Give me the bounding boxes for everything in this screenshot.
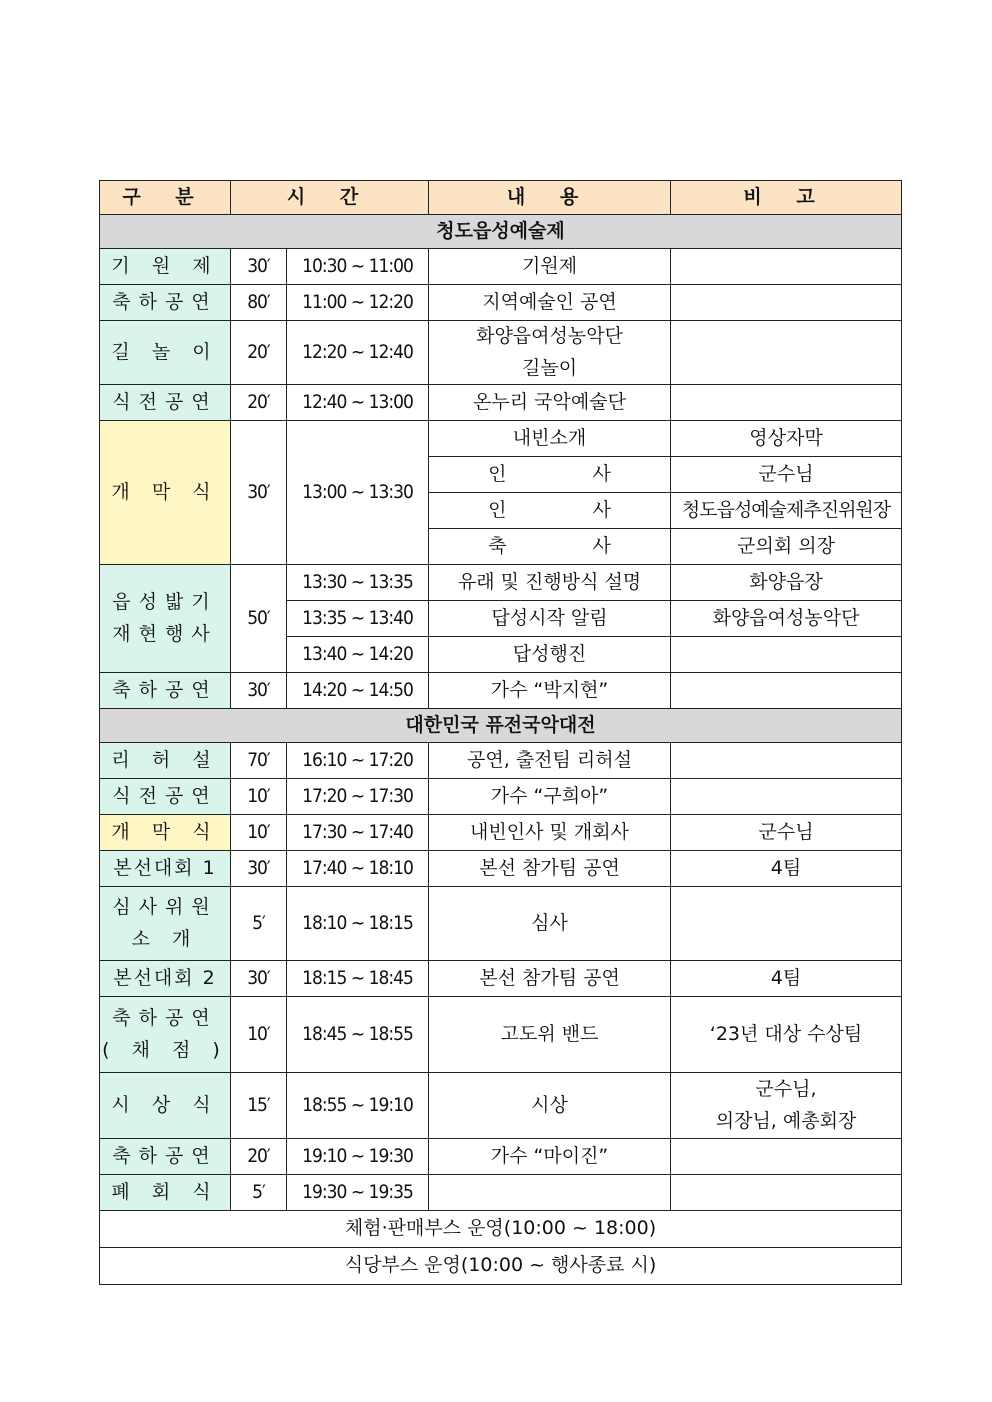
row-content: 유래 및 진행방식 설명 [429, 565, 671, 601]
row-content: 내빈인사 및 개회사 [429, 815, 671, 851]
table-row [100, 385, 902, 421]
row-category: 축하공연 [100, 285, 231, 321]
header-row [100, 181, 902, 215]
row-category [100, 997, 231, 1073]
row-note: 청도읍성예술제추진위원장 [671, 493, 902, 529]
row-content: 답성시작 알림 [429, 601, 671, 637]
row-note: 화양읍장 [671, 565, 902, 601]
row-duration: 5′ [231, 1175, 287, 1211]
row-time: 13:30 ~ 13:35 [287, 565, 429, 601]
row-time: 11:00 ~ 12:20 [287, 285, 429, 321]
row-content: 고도위 밴드 [429, 997, 671, 1073]
row-content: 본선 참가팀 공연 [429, 961, 671, 997]
row-note: 영상자막 [671, 421, 902, 457]
footer-row [100, 1248, 902, 1285]
row-time: 17:40 ~ 18:10 [287, 851, 429, 887]
section-row [100, 215, 902, 249]
row-category-line: 소 개 [131, 927, 199, 950]
table-row [100, 1175, 902, 1211]
row-time: 13:40 ~ 14:20 [287, 637, 429, 673]
table-row [100, 997, 902, 1073]
row-category-line: 읍성밟기 [112, 591, 218, 614]
row-content: 지역예술인 공연 [429, 285, 671, 321]
row-time: 19:30 ~ 19:35 [287, 1175, 429, 1211]
row-duration: 10′ [231, 779, 287, 815]
row-note-line: 의장님, 예총회장 [715, 1109, 857, 1132]
row-category-line: ( 채 점 ) [102, 1038, 228, 1061]
row-duration: 30′ [231, 851, 287, 887]
row-duration: 5′ [231, 887, 287, 961]
row-note: 4팀 [671, 961, 902, 997]
header-content: 내 용 [429, 181, 671, 215]
table-row [100, 851, 902, 887]
row-category-line: 축하공연 [112, 1007, 218, 1030]
section-title-festival: 청도읍성예술제 [100, 215, 902, 249]
row-note [671, 249, 902, 285]
row-category [100, 887, 231, 961]
row-time: 16:10 ~ 17:20 [287, 743, 429, 779]
row-category [100, 565, 231, 673]
row-note [671, 1073, 902, 1139]
row-category: 본선대회 1 [100, 851, 231, 887]
restaurant-booth-note: 식당부스 운영(10:00 ~ 행사종료 시) [100, 1248, 902, 1285]
row-duration: 30′ [231, 673, 287, 709]
row-content: 가수 “구희아” [429, 779, 671, 815]
row-category: 시 상 식 [100, 1073, 231, 1139]
row-note [671, 285, 902, 321]
row-category: 식전공연 [100, 779, 231, 815]
row-category: 폐 회 식 [100, 1175, 231, 1211]
row-note [671, 673, 902, 709]
table-row [100, 285, 902, 321]
table-row [100, 743, 902, 779]
table-row [100, 887, 902, 961]
header-note: 비 고 [671, 181, 902, 215]
booth-operation-note: 체험·판매부스 운영(10:00 ~ 18:00) [100, 1211, 902, 1248]
row-category: 기 원 제 [100, 249, 231, 285]
row-duration: 50′ [231, 565, 287, 673]
row-note-line: 군수님, [755, 1078, 817, 1101]
row-category: 길 놀 이 [100, 321, 231, 385]
row-time: 18:15 ~ 18:45 [287, 961, 429, 997]
section-row [100, 709, 902, 743]
table-row [100, 1073, 902, 1139]
row-duration: 15′ [231, 1073, 287, 1139]
row-note: 군의회 의장 [671, 529, 902, 565]
row-note [671, 637, 902, 673]
row-note: 화양읍여성농악단 [671, 601, 902, 637]
row-note: 4팀 [671, 851, 902, 887]
row-category: 리 허 설 [100, 743, 231, 779]
row-content: 심사 [429, 887, 671, 961]
row-note [671, 1139, 902, 1175]
section-title-fusion: 대한민국 퓨전국악대전 [100, 709, 902, 743]
table-row [100, 1139, 902, 1175]
row-content-line: 화양읍여성농악단 [476, 325, 623, 348]
table-row [100, 815, 902, 851]
table-row [100, 673, 902, 709]
row-time: 10:30 ~ 11:00 [287, 249, 429, 285]
row-content: 가수 “박지현” [429, 673, 671, 709]
row-time: 18:55 ~ 19:10 [287, 1073, 429, 1139]
row-time: 19:10 ~ 19:30 [287, 1139, 429, 1175]
row-duration: 70′ [231, 743, 287, 779]
row-content: 답성행진 [429, 637, 671, 673]
row-category: 본선대회 2 [100, 961, 231, 997]
row-time: 13:35 ~ 13:40 [287, 601, 429, 637]
row-time: 12:40 ~ 13:00 [287, 385, 429, 421]
row-category: 축하공연 [100, 673, 231, 709]
row-content: 시상 [429, 1073, 671, 1139]
row-time: 18:45 ~ 18:55 [287, 997, 429, 1073]
row-time: 17:30 ~ 17:40 [287, 815, 429, 851]
row-note [671, 1175, 902, 1211]
row-category: 개 막 식 [100, 815, 231, 851]
row-category-line: 심사위원 [112, 896, 218, 919]
row-note: 군수님 [671, 457, 902, 493]
row-content [429, 1175, 671, 1211]
row-content: 본선 참가팀 공연 [429, 851, 671, 887]
row-duration: 80′ [231, 285, 287, 321]
table-row [100, 961, 902, 997]
row-time: 18:10 ~ 18:15 [287, 887, 429, 961]
row-duration: 30′ [231, 961, 287, 997]
row-note: 군수님 [671, 815, 902, 851]
row-category: 축하공연 [100, 1139, 231, 1175]
row-time: 12:20 ~ 12:40 [287, 321, 429, 385]
row-note [671, 321, 902, 385]
row-time: 14:20 ~ 14:50 [287, 673, 429, 709]
row-duration: 30′ [231, 421, 287, 565]
row-note [671, 779, 902, 815]
row-duration: 10′ [231, 997, 287, 1073]
schedule-table [99, 180, 902, 1285]
row-content-line: 길놀이 [521, 356, 578, 379]
row-category: 개 막 식 [100, 421, 231, 565]
row-note [671, 887, 902, 961]
header-category: 구 분 [100, 181, 231, 215]
table-row [100, 421, 902, 457]
row-duration: 20′ [231, 385, 287, 421]
row-time: 13:00 ~ 13:30 [287, 421, 429, 565]
footer-row [100, 1211, 902, 1248]
row-duration: 30′ [231, 249, 287, 285]
row-content [429, 321, 671, 385]
row-content: 기원제 [429, 249, 671, 285]
table-row [100, 565, 902, 601]
row-content: 가수 “마이진” [429, 1139, 671, 1175]
row-content: 공연, 출전팀 리허설 [429, 743, 671, 779]
table-row [100, 249, 902, 285]
row-category: 식전공연 [100, 385, 231, 421]
row-content: 축 사 [429, 529, 671, 565]
header-time: 시 간 [231, 181, 429, 215]
row-duration: 20′ [231, 321, 287, 385]
row-note: ‘23년 대상 수상팀 [671, 997, 902, 1073]
row-content: 내빈소개 [429, 421, 671, 457]
row-duration: 10′ [231, 815, 287, 851]
row-duration: 20′ [231, 1139, 287, 1175]
row-note [671, 385, 902, 421]
row-time: 17:20 ~ 17:30 [287, 779, 429, 815]
table-row [100, 779, 902, 815]
row-content: 인 사 [429, 493, 671, 529]
row-note [671, 743, 902, 779]
row-content: 온누리 국악예술단 [429, 385, 671, 421]
row-category-line: 재현행사 [112, 622, 218, 645]
row-content: 인 사 [429, 457, 671, 493]
table-row [100, 321, 902, 385]
